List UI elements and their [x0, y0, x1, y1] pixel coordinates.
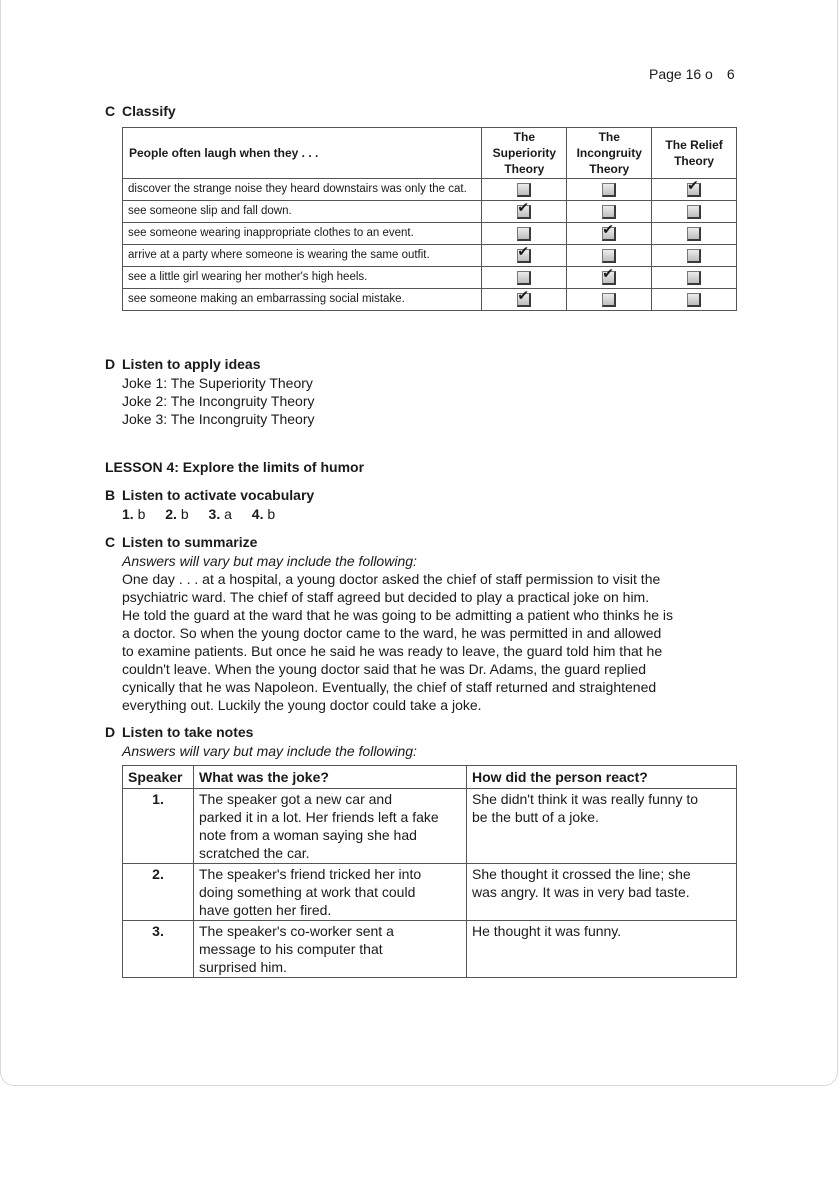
vocab-answer: a	[224, 506, 232, 522]
vocab-answer: b	[137, 506, 146, 522]
section-d-apply-heading: D Listen to apply ideas	[105, 356, 261, 372]
classify-checkbox-cell	[567, 201, 652, 223]
notes-header-speaker: Speaker	[123, 766, 194, 789]
joke-description	[194, 789, 467, 864]
checked-box-icon	[517, 286, 531, 307]
reaction-line: be the butt of a joke.	[472, 809, 599, 825]
classify-statement: see someone making an embarrassing social mistake.	[123, 289, 482, 311]
joke-line: scratched the car.	[199, 845, 310, 861]
classify-row	[123, 179, 737, 201]
vocab-answer-number: 4.	[251, 506, 264, 522]
notes-table	[122, 765, 737, 978]
classify-checkbox-cell	[567, 289, 652, 311]
checkmark-icon: ✔	[517, 242, 530, 259]
vocab-answer: b	[267, 506, 276, 522]
speaker-number: 2.	[123, 864, 194, 921]
notes-note: Answers will vary but may include the following:	[122, 743, 417, 759]
checkmark-icon: ✔	[602, 220, 614, 237]
joke-theory-line: Joke 2: The Incongruity Theory	[122, 393, 315, 409]
classify-statement: discover the strange noise they heard downstairs was only the cat.	[123, 179, 482, 201]
checkmark-icon: ✔	[517, 286, 530, 303]
joke-theory-line: Joke 1: The Superiority Theory	[122, 375, 313, 391]
section-b-vocab-heading: B Listen to activate vocabulary	[105, 487, 315, 503]
vocab-answer-number: 2.	[165, 506, 177, 522]
classify-statement: see a little girl wearing her mother's high heels.	[123, 267, 482, 289]
classify-checkbox-cell	[482, 198, 567, 223]
checked-box-icon	[602, 264, 616, 285]
checkmark-icon: ✔	[517, 198, 530, 215]
joke-line: have gotten her fired.	[199, 902, 332, 918]
reaction-line: She didn't think it was really funny to	[472, 791, 699, 807]
classify-checkbox-cell	[652, 245, 737, 267]
summary-line: a doctor. So when the young doctor came to the ward, he was permitted in and allowed	[122, 625, 662, 641]
summary-paragraph	[122, 570, 673, 714]
notes-row	[123, 789, 737, 864]
joke-description	[194, 921, 467, 978]
section-c-summarize-heading: C Listen to summarize	[105, 534, 258, 550]
classify-header-incongruity: The Incongruity Theory	[567, 128, 652, 179]
empty-box-icon	[517, 227, 531, 241]
empty-box-icon	[517, 271, 531, 285]
joke-line: surprised him.	[199, 959, 287, 975]
checked-box-icon	[602, 220, 616, 241]
empty-box-icon	[687, 271, 701, 285]
summary-line: One day . . . at a hospital, a young doctor asked the chief of staff permission to visit the	[122, 571, 661, 587]
classify-row	[123, 223, 737, 245]
classify-checkbox-cell	[567, 179, 652, 201]
notes-row	[123, 864, 737, 921]
summary-line: to examine patients. But once he said he was ready to leave, the guard told him that he	[122, 643, 663, 659]
classify-row	[123, 289, 737, 311]
classify-statement: arrive at a party where someone is wearing the same outfit.	[123, 245, 482, 267]
classify-checkbox-cell	[482, 286, 567, 311]
classify-checkbox-cell	[482, 179, 567, 201]
vocab-answer: b	[180, 506, 189, 522]
classify-checkbox-cell	[567, 245, 652, 267]
classify-header-superiority: The Superiority Theory	[482, 128, 567, 179]
classify-row	[123, 267, 737, 289]
classify-checkbox-cell	[652, 289, 737, 311]
reaction-line: was angry. It was in very bad taste.	[472, 884, 690, 900]
joke-theory-list	[122, 374, 314, 428]
joke-line: note from a woman saying she had	[199, 827, 417, 843]
joke-line: The speaker's co-worker sent a	[199, 923, 394, 939]
empty-box-icon	[687, 205, 701, 219]
summary-note: Answers will vary but may include the following:	[122, 553, 417, 569]
classify-table	[122, 127, 737, 311]
speaker-number: 3.	[123, 921, 194, 978]
empty-box-icon	[687, 293, 701, 307]
summary-line: cynically that he was Napoleon. Eventually, the chief of staff returned and straightened	[122, 679, 657, 695]
joke-line: The speaker got a new car and	[199, 791, 393, 807]
reaction-description	[467, 789, 737, 864]
classify-checkbox-cell	[652, 223, 737, 245]
classify-header-statement: People often laugh when they . . .	[123, 128, 482, 179]
classify-checkbox-cell	[652, 176, 737, 201]
joke-description	[194, 864, 467, 921]
vocab-answers	[122, 505, 275, 523]
classify-statement: see someone slip and fall down.	[123, 201, 482, 223]
reaction-line: He thought it was funny.	[472, 923, 622, 939]
lesson-4-title: LESSON 4: Explore the limits of humor	[105, 459, 365, 475]
section-c-classify-heading: C Classify	[105, 103, 176, 119]
checked-box-icon	[687, 176, 701, 197]
checkmark-icon: ✔	[687, 176, 699, 193]
empty-box-icon	[602, 293, 616, 307]
empty-box-icon	[602, 249, 616, 263]
reaction-line: She thought it crossed the line; she	[472, 866, 691, 882]
joke-line: The speaker's friend tricked her into	[199, 866, 422, 882]
vocab-answer-number: 3.	[208, 506, 221, 522]
reaction-description	[467, 921, 737, 978]
classify-checkbox-cell	[482, 242, 567, 267]
checkmark-icon: ✔	[602, 264, 614, 281]
classify-checkbox-cell	[482, 223, 567, 245]
summary-line: everything out. Luckily the young doctor could take a joke.	[122, 697, 482, 713]
empty-box-icon	[517, 183, 531, 197]
classify-checkbox-cell	[567, 220, 652, 245]
empty-box-icon	[602, 183, 616, 197]
section-d-notes-heading: D Listen to take notes	[105, 724, 254, 740]
classify-checkbox-cell	[567, 264, 652, 289]
empty-box-icon	[602, 205, 616, 219]
classify-checkbox-cell	[652, 267, 737, 289]
checked-box-icon	[517, 198, 531, 219]
joke-line: parked it in a lot. Her friends left a fake	[199, 809, 439, 825]
summary-line: He told the guard at the ward that he was going to be admitting a patient who thinks he is	[122, 607, 674, 623]
classify-statement: see someone wearing inappropriate clothes to an event.	[123, 223, 482, 245]
vocab-answer-number: 1.	[122, 506, 134, 522]
page-number: Page 16 o 6	[649, 66, 735, 82]
classify-checkbox-cell	[652, 201, 737, 223]
checked-box-icon	[517, 242, 531, 263]
speaker-number: 1.	[123, 789, 194, 864]
notes-header-reaction: How did the person react?	[467, 766, 737, 789]
classify-row	[123, 201, 737, 223]
notes-row	[123, 921, 737, 978]
classify-checkbox-cell	[482, 267, 567, 289]
reaction-description	[467, 864, 737, 921]
summary-line: psychiatric ward. The chief of staff agreed but decided to play a practical joke on him.	[122, 589, 650, 605]
joke-theory-line: Joke 3: The Incongruity Theory	[122, 411, 315, 427]
summary-line: couldn't leave. When the young doctor said that he was Dr. Adams, the guard replied	[122, 661, 647, 677]
empty-box-icon	[687, 227, 701, 241]
empty-box-icon	[687, 249, 701, 263]
classify-row	[123, 245, 737, 267]
joke-line: doing something at work that could	[199, 884, 416, 900]
notes-header-joke: What was the joke?	[194, 766, 467, 789]
joke-line: message to his computer that	[199, 941, 383, 957]
classify-header-relief: The Relief Theory	[652, 128, 737, 179]
